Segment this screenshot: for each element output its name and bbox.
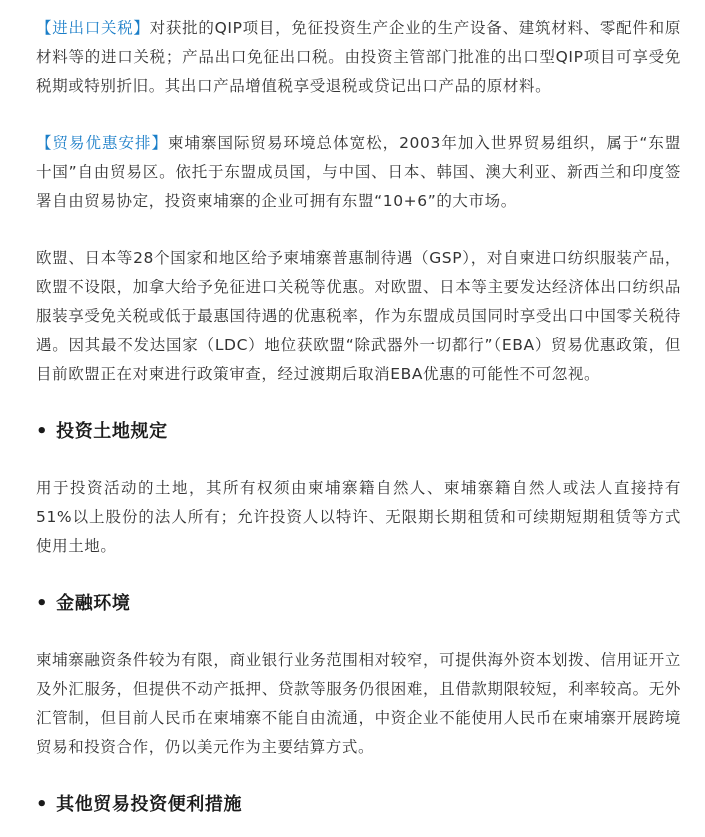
bullet-icon: •	[36, 794, 49, 815]
paragraph-text: 柬埔寨国际贸易环境总体宽松，2003年加入世界贸易组织，属于“东盟十国”自由贸易区。依托于东盟成员国，与中国、日本、韩国、澳大利亚、新西兰和印度签署自由贸易协定，投资柬埔寨的企业可拥有东盟“10+6”的大市场。	[36, 134, 681, 210]
paragraph-gsp	[36, 244, 681, 389]
paragraph-text: 对获批的QIP项目，免征投资生产企业的生产设备、建筑材料、零配件和原材料等的进口关税；产品出口免征出口税。由投资主管部门批准的出口型QIP项目可享受免税期或特别折旧。其出口产品增值税享受退税或贷记出口产品的原材料。	[36, 19, 681, 95]
tag-import-export-tariff: 【进出口关税】	[36, 19, 150, 37]
bullet-icon: •	[36, 593, 49, 614]
paragraph-trade-preference	[36, 129, 681, 216]
paragraph-land-rules	[36, 474, 681, 561]
heading-other-measures	[36, 790, 681, 819]
paragraph-import-export-tariff	[36, 14, 681, 101]
heading-text: 投资土地规定	[56, 421, 168, 442]
paragraph-text: 用于投资活动的土地，其所有权须由柬埔寨籍自然人、柬埔寨籍自然人或法人直接持有51%以上股份的法人所有；允许投资人以特许、无限期长期租赁和可续期短期租赁等方式使用土地。	[36, 479, 681, 555]
heading-text: 金融环境	[56, 593, 131, 614]
heading-finance	[36, 589, 681, 618]
paragraph-text: 柬埔寨融资条件较为有限，商业银行业务范围相对较窄，可提供海外资本划拨、信用证开立及外汇服务，但提供不动产抵押、贷款等服务仍很困难，且借款期限较短，利率较高。无外汇管制，但目前人民币在柬埔寨不能自由流通，中资企业不能使用人民币在柬埔寨开展跨境贸易和投资合作，仍以美元作为主要结算方式。	[36, 651, 681, 756]
heading-text: 其他贸易投资便利措施	[56, 794, 243, 815]
tag-trade-preference: 【贸易优惠安排】	[36, 134, 169, 152]
paragraph-text: 欧盟、日本等28个国家和地区给予柬埔寨普惠制待遇（GSP），对自柬进口纺织服装产品，欧盟不设限，加拿大给予免征进口关税等优惠。对欧盟、日本等主要发达经济体出口纺织品服装享受免关税或低于最惠国待遇的优惠税率，作为东盟成员国同时享受出口中国零关税待遇。因其最不发达国家（LDC）地位获欧盟“除武器外一切都行”（EBA）贸易优惠政策，但目前欧盟正在对柬进行政策审查，经过渡期后取消EBA优惠的可能性不可忽视。	[36, 249, 681, 383]
paragraph-finance	[36, 646, 681, 762]
bullet-icon: •	[36, 421, 49, 442]
heading-land-rules	[36, 417, 681, 446]
